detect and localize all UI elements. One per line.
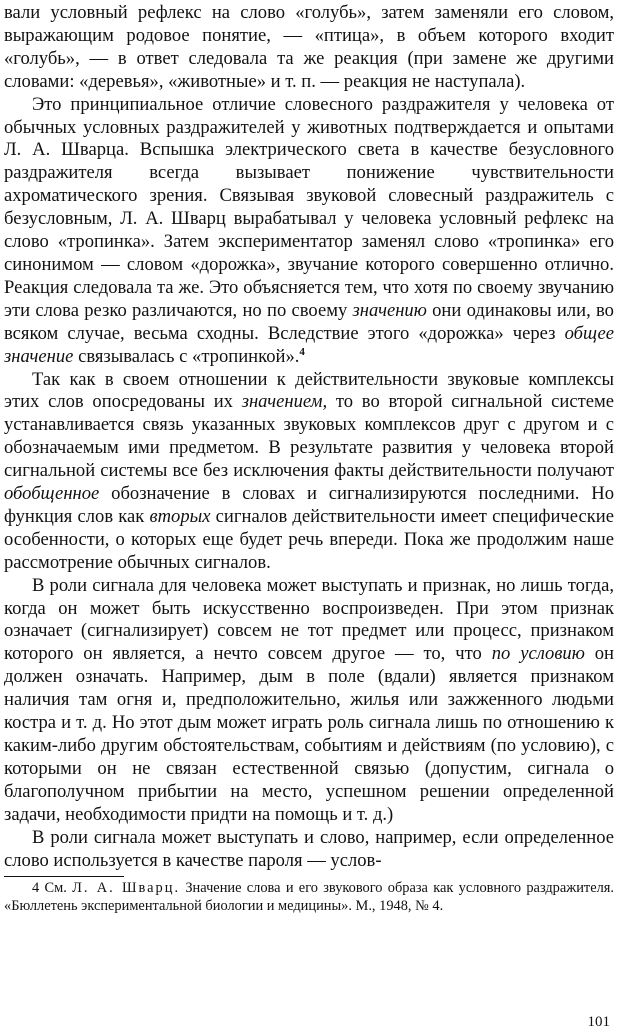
paragraph-5 <box>4 827 614 873</box>
footnote-marker: 4 <box>32 880 40 897</box>
paragraph-1 <box>4 2 614 94</box>
book-page <box>4 2 614 1030</box>
paragraph-3-emphasis-3: вторых <box>149 505 211 527</box>
paragraph-2-text-c: связывалась с «тропинкой». <box>78 345 300 367</box>
footnote-divider <box>4 876 124 877</box>
paragraph-2-emphasis-2: общее значение <box>4 322 614 367</box>
paragraph-4 <box>4 575 614 827</box>
paragraph-3-emphasis-1: значением, <box>241 391 328 413</box>
paragraph-2-emphasis-1: значению <box>352 299 427 321</box>
paragraph-1-text: вали условный рефлекс на слово «голубь», затем заменяли его словом, выражающим родовое понятие, — «птица», в объем которого входит «голубь», — в ответ следовала та же реакция (при замене же другими словами: «деревья», «животные» и т. п. — реакция не наступала). <box>4 2 614 92</box>
paragraph-2 <box>4 94 614 369</box>
paragraph-3-emphasis-2: обобщенное <box>4 483 100 505</box>
paragraph-5-text: В роли сигнала может выступать и слово, например, если определенное слово используется в качестве пароля — услов- <box>4 826 614 871</box>
footnote-see: См. <box>44 880 67 897</box>
footnote <box>4 880 614 915</box>
paragraph-3 <box>4 369 614 575</box>
paragraph-4-emphasis-1: по условию <box>491 643 585 665</box>
page-number: 101 <box>587 1014 610 1030</box>
paragraph-3-text-c: обозначение в словах и сигнализируются последними. Но функция слов как <box>4 483 614 527</box>
footnote-author: Л. А. Шварц. <box>72 880 181 897</box>
paragraph-3-text-b: то во второй сигнальной системе устанавливается связь указанных звуковых комплексов друг с другом и с обозначаемым ими предметом. В результате развития у человека второй сигнальной системы все без исключения факты действительности получают <box>4 391 614 482</box>
footnote-text: Значение слова и его звукового образа как условного раздражителя. «Бюллетень экспериментальной биологии и медицины». М., 1948, № 4. <box>4 880 614 914</box>
footnote-reference[interactable]: 4 <box>299 345 305 358</box>
paragraph-4-text-b: он должен означать. Например, дым в поле (вдали) является признаком наличия там огня и, предположительно, жилья или зажженного людьми костра и т. д. Но этот дым может играть роль сигнала лишь по отношению к каким-либо другим обстоятельствам, событиям и действиям (по условию), с которыми он не связан естественной связью (допустим, сигнала о благополучном прибытии на место, успешном решении определенной задачи, необходимости придти на помощь и т. д.) <box>4 643 614 825</box>
paragraph-2-text-b: они одинаковы или, во всяком случае, весьма сходны. Вследствие этого «дорожка» через <box>4 299 614 344</box>
paragraph-2-text-a: Это принципиальное отличие словесного раздражителя у человека от обычных условных раздражителей у животных подтверждается и опытами Л. А. Шварца. Вспышка электрического света в качестве безусловного раздражителя всегда вызывает понижение чувствительности ахроматического зрения. Связывая звуковой словесный раздражитель с безусловным, Л. А. Шварц вырабатывал у человека условный рефлекс на слово «тропинка». Затем экспериментатор заменял слово «тропинка» его синонимом — словом «дорожка», звучание которого совершенно отлично. Реакция следовала та же. Это объясняется тем, что хотя по своему звучанию эти слова резко различаются, но по своему <box>4 93 614 321</box>
paragraph-4-text-a: В роли сигнала для человека может выступать и признак, но лишь тогда, когда он может быть искусственно воспроизведен. При этом признак означает (сигнализирует) совсем не тот предмет или процесс, признаком которого он является, а нечто совсем другое — то, что <box>4 574 614 665</box>
paragraph-3-text-d: сигналов действительности имеет специфические особенности, о которых еще будет речь впереди. Пока же продолжим наше рассмотрение обычных сигналов. <box>4 505 614 573</box>
paragraph-3-text-a: Так как в своем отношении к действительности звуковые комплексы этих слов опосредованы их <box>4 368 614 413</box>
